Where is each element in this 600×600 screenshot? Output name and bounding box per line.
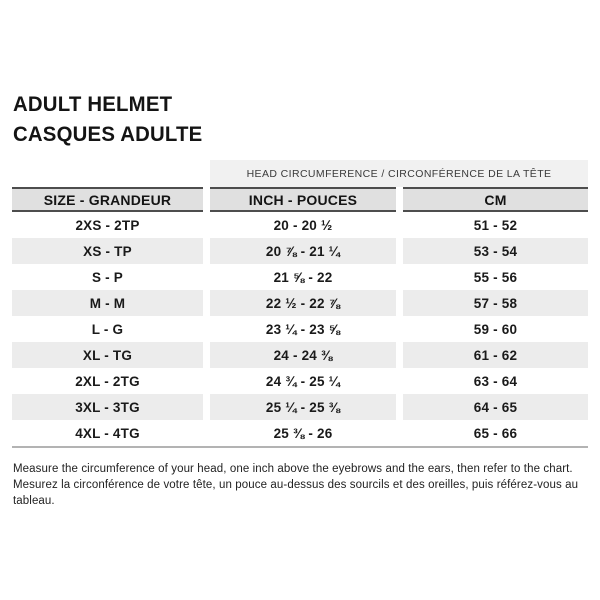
cell-size: L - G — [12, 316, 203, 342]
title-english: ADULT HELMET — [13, 93, 173, 116]
cell-size: 2XL - 2TG — [12, 368, 203, 394]
column-header-row — [12, 187, 588, 212]
table-bottom-border — [12, 446, 588, 448]
cell-inch: 24 - 24 ⅜ — [210, 342, 396, 368]
cell-cm: 59 - 60 — [403, 316, 588, 342]
instruction-french: Mesurez la circonférence de votre tête, un pouce au-dessus des sourcils et des oreilles, puis référez-vous au tableau. — [13, 479, 579, 507]
title-french: CASQUES ADULTE — [13, 123, 203, 146]
column-header-size: SIZE - GRANDEUR — [12, 187, 203, 212]
cell-cm: 53 - 54 — [403, 238, 588, 264]
measurement-instructions — [13, 461, 600, 509]
table-row — [12, 290, 588, 316]
cell-size: 3XL - 3TG — [12, 394, 203, 420]
table-row — [12, 238, 588, 264]
table-row — [12, 264, 588, 290]
cell-size: M - M — [12, 290, 203, 316]
cell-inch: 21 ⅝ - 22 — [210, 264, 396, 290]
cell-size: XL - TG — [12, 342, 203, 368]
cell-size: S - P — [12, 264, 203, 290]
cell-inch: 20 - 20 ½ — [210, 212, 396, 238]
table-row — [12, 212, 588, 238]
column-header-inch: INCH - POUCES — [210, 187, 396, 212]
cell-size: 2XS - 2TP — [12, 212, 203, 238]
table-row — [12, 368, 588, 394]
cell-cm: 63 - 64 — [403, 368, 588, 394]
instruction-english: Measure the circumference of your head, one inch above the eyebrows and the ears, then refer to the chart. — [13, 463, 573, 475]
cell-inch: 20 ⅞ - 21 ¼ — [210, 238, 396, 264]
cell-inch: 23 ¼ - 23 ⅝ — [210, 316, 396, 342]
cell-cm: 64 - 65 — [403, 394, 588, 420]
table-row — [12, 420, 588, 446]
column-header-cm: CM — [403, 187, 588, 212]
cell-cm: 61 - 62 — [403, 342, 588, 368]
cell-cm: 55 - 56 — [403, 264, 588, 290]
cell-inch: 25 ¼ - 25 ⅜ — [210, 394, 396, 420]
helmet-size-table — [12, 160, 588, 448]
cell-cm: 57 - 58 — [403, 290, 588, 316]
cell-cm: 51 - 52 — [403, 212, 588, 238]
size-table-body — [12, 212, 588, 446]
cell-inch: 22 ½ - 22 ⅞ — [210, 290, 396, 316]
page-title — [13, 90, 208, 150]
cell-size: 4XL - 4TG — [12, 420, 203, 446]
cell-inch: 25 ⅜ - 26 — [210, 420, 396, 446]
table-row — [12, 394, 588, 420]
span-header-row — [12, 160, 588, 187]
cell-cm: 65 - 66 — [403, 420, 588, 446]
table-row — [12, 316, 588, 342]
head-circumference-header: HEAD CIRCUMFERENCE / CIRCONFÉRENCE DE LA TÊTE — [210, 160, 588, 187]
table-row — [12, 342, 588, 368]
cell-inch: 24 ¾ - 25 ¼ — [210, 368, 396, 394]
cell-size: XS - TP — [12, 238, 203, 264]
